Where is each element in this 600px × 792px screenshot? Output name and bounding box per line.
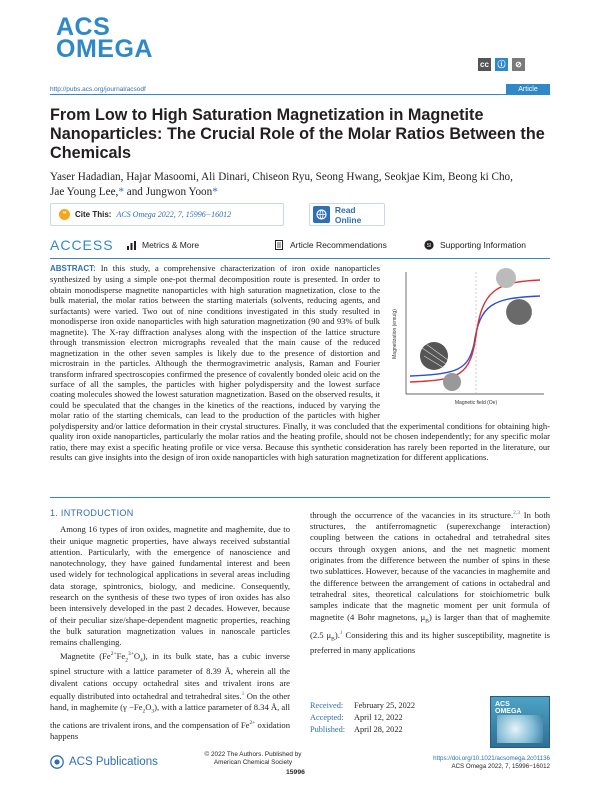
acs-logo-icon [50, 755, 64, 769]
document-icon [274, 240, 284, 250]
doi-block [420, 755, 550, 771]
copyright-line1: © 2022 The Authors. Published by [204, 751, 302, 758]
toc-graphic [388, 264, 550, 409]
header-divider [50, 94, 550, 95]
cite-reference[interactable]: ACS Omega 2022, 7, 15996−16012 [116, 210, 232, 219]
access-divider [50, 258, 550, 259]
intro-paragraph-2: Magnetite $(Fe^{2+}Fe_2^{3+}O_4)$, in its bulk state, has a cubic inverse spinel structure with a lattice parameter of 8.39 Å, wherein all the divalent cations occupy octahedral sites and trivalent irons are equally distributed into octahedral and tetrahedral sites.$^1$ On the other hand, in maghemite $(\gamma -Fe_2O_3)$, with a lattice parameter of 8.34 Å, all the cations are trivalent irons, and the compensation of $Fe^{2+}$ oxidation happens [50, 650, 291, 742]
abstract-label: ABSTRACT: [50, 264, 96, 273]
y-axis-label: Magnetization (emu/g) [392, 309, 398, 359]
page-title: From Low to High Saturation Magnetization in Magnetite Nanoparticles: The Crucial Role of the Molar Ratios Between the Chemicals [50, 106, 545, 162]
authors-line2a: Jae Young Lee, [50, 186, 119, 198]
publisher-name: ACS Publications [69, 756, 158, 768]
read-online-button[interactable] [309, 203, 385, 226]
acs-publications-logo[interactable] [50, 755, 158, 769]
reference-link[interactable]: 1 [241, 691, 245, 698]
read-online-icon [313, 206, 330, 223]
svg-text:SI: SI [426, 243, 432, 249]
accepted-label: Accepted: [310, 713, 344, 722]
received-label: Received: [310, 701, 344, 710]
author-list [50, 170, 520, 200]
article-recommendations-link[interactable] [274, 240, 387, 250]
reference-link[interactable]: 2,3 [513, 510, 521, 516]
cover-image [497, 715, 543, 743]
nanoparticle-image-bottom [443, 373, 461, 391]
bar-chart-icon [126, 240, 136, 250]
published-date: April 28, 2022 [354, 725, 403, 734]
authors-line1: Yaser Hadadian, Hajar Masoomi, Ali Dinari, Chiseon Ryu, Seong Hwang, Seokjae Kim, Beong ki Cho, [50, 171, 513, 183]
supporting-information-link[interactable] [424, 240, 526, 250]
recommendations-label: Article Recommendations [290, 240, 387, 250]
abstract-divider [50, 497, 550, 498]
received-date: February 25, 2022 [354, 701, 416, 710]
license-icon[interactable]: ⓘ [495, 58, 508, 71]
page-number: 15996 [286, 769, 305, 776]
cover-title-line1: ACS [495, 701, 510, 708]
journal-url[interactable]: http://pubs.acs.org/journal/acsodf [50, 86, 146, 93]
abstract [50, 263, 550, 463]
corresponding-mark[interactable]: * [212, 186, 218, 198]
copyright-line2: American Chemical Society [213, 758, 293, 766]
abstract-text: In this study, a comprehensive characterization of iron oxide nanoparticles synthesized by using a simple one-pot thermal decomposition route is presented. In order to obtain monodisperse magnetite nanoparticles with high saturation magnetization, close to the bulk material, the molar ratios between the starting materials (solvents, reducing agents, and surfactants) were varied. Two out of nine conditions investigated in this study resulted in monodisperse iron oxide nanoparticles with high saturation magnetization (90 and 93% of bulk magnetite). The X-ray diffraction analyses along with the inspection of the lattice structure through transmission electron micrographs revealed that the main cause of the reduced magnetization in the other seven samples is likely due to the presence of distortion and microstrain in the particles. Although the thermogravimetric analysis, Raman and Fourier transform infrared spectroscopies confirmed the presence of covalently bonded oleic acid on the surface of all the samples, the particles with higher polydispersity and the lowest surface coating molecules showed the lowest saturation magnetization. Based on the observed results, it could be speculated that the changes in the kinetics of the reactions, induced by varying the molar ratio of the starting chemicals, can lead to the production of the particles with higher polydispersity and/or lattice deformation in their crystal structures. Finally, it was concluded that the experimental conditions for obtaining high-quality iron oxide nanoparticles, particularly the molar ratios and the heating profile, should not be chosen independently; for any specific molar ratio, there may exist a specific heating profile or vice versa. Because this synthetic consideration has rarely been reported in the literature, our results can give insights into the design of iron oxide nanoparticles with high saturation magnetization for different applications. [50, 263, 550, 463]
supporting-info-icon [424, 240, 434, 250]
supporting-label: Supporting Information [440, 240, 526, 250]
published-label: Published: [310, 725, 346, 734]
access-label: ACCESS [50, 237, 114, 253]
logo-line1: ACS [56, 13, 111, 41]
article-type-badge: Article [506, 84, 550, 95]
journal-cover-thumbnail[interactable] [490, 696, 550, 748]
authors-line2b: and Jungwon Yoon [123, 186, 213, 198]
access-icon[interactable]: ⊘ [512, 58, 525, 71]
intro-paragraph-1: Among 16 types of iron oxides, magnetite and maghemite, due to their unique magnetic properties, have always received substantial attention. Particularly, with the emergence of nanoscience and nanotechnology, they have gained fundamental interest and been used widely for technological applications in several areas including data storage, spintronics, biology, and medicine. Consequently, research on the synthesis of these two types of iron oxides has also been intensively developed in the past 2 decades. However, because of their peculiar size/shape-dependent magnetic properties, reaching the bulk saturation magnetization values in nanoscale particles remains challenging. [50, 524, 290, 648]
nanoparticle-image-top [496, 268, 516, 288]
cc-icon[interactable]: cc [478, 58, 491, 71]
reference-link[interactable]: 1 [339, 629, 343, 636]
article-dates [310, 700, 470, 736]
license-icons [478, 58, 525, 71]
accepted-date: April 12, 2022 [354, 713, 403, 722]
corresponding-mark[interactable]: * [118, 186, 124, 198]
cover-title-line2: OMEGA [495, 708, 522, 715]
body-column-right [310, 508, 550, 657]
section-heading-introduction: 1. INTRODUCTION [50, 508, 134, 518]
metrics-label: Metrics & More [142, 240, 200, 250]
journal-logo [56, 13, 186, 63]
x-axis-label: Magnetic field (Oe) [454, 400, 498, 406]
logo-line2: OMEGA [56, 35, 153, 63]
copyright-notice [178, 751, 328, 766]
quote-icon: ❝ [59, 209, 70, 220]
footer-citation: ACS Omega 2022, 7, 15996−16012 [451, 763, 550, 770]
body-column-left [50, 508, 290, 743]
read-online-label: Read Online [334, 204, 362, 225]
intro-paragraph-continued: through the occurrence of the vacancies in its structure.$^{2,3}$ In both structures, the antiferromagnetic (superexchange interaction) coupling between the cations in octahedral and tetrahedral sites occurs through oxygen anions, and the net magnetic moment originates from the difference between the number of spins in these two sublattices. However, because of the vacancies in maghemite and the difference between the arrangement of cations in octahedral and tetrahedral sites, theoretical calculations for stoichiometric bulk samples indicate that the magnetic moment per unit formula of magnetite (4 Bohr magnetons, $\mu_B$) is larger than that of maghemite (2.5 $\mu_B).^1$ Considering this and its higher susceptibility, magnetite is preferred in many applications [310, 509, 551, 656]
doi-link[interactable]: https://doi.org/10.1021/acsomega.2c01136 [433, 755, 550, 762]
cite-this-box[interactable] [50, 203, 284, 226]
cite-label: Cite This: [75, 210, 112, 219]
metrics-link[interactable] [126, 240, 199, 250]
